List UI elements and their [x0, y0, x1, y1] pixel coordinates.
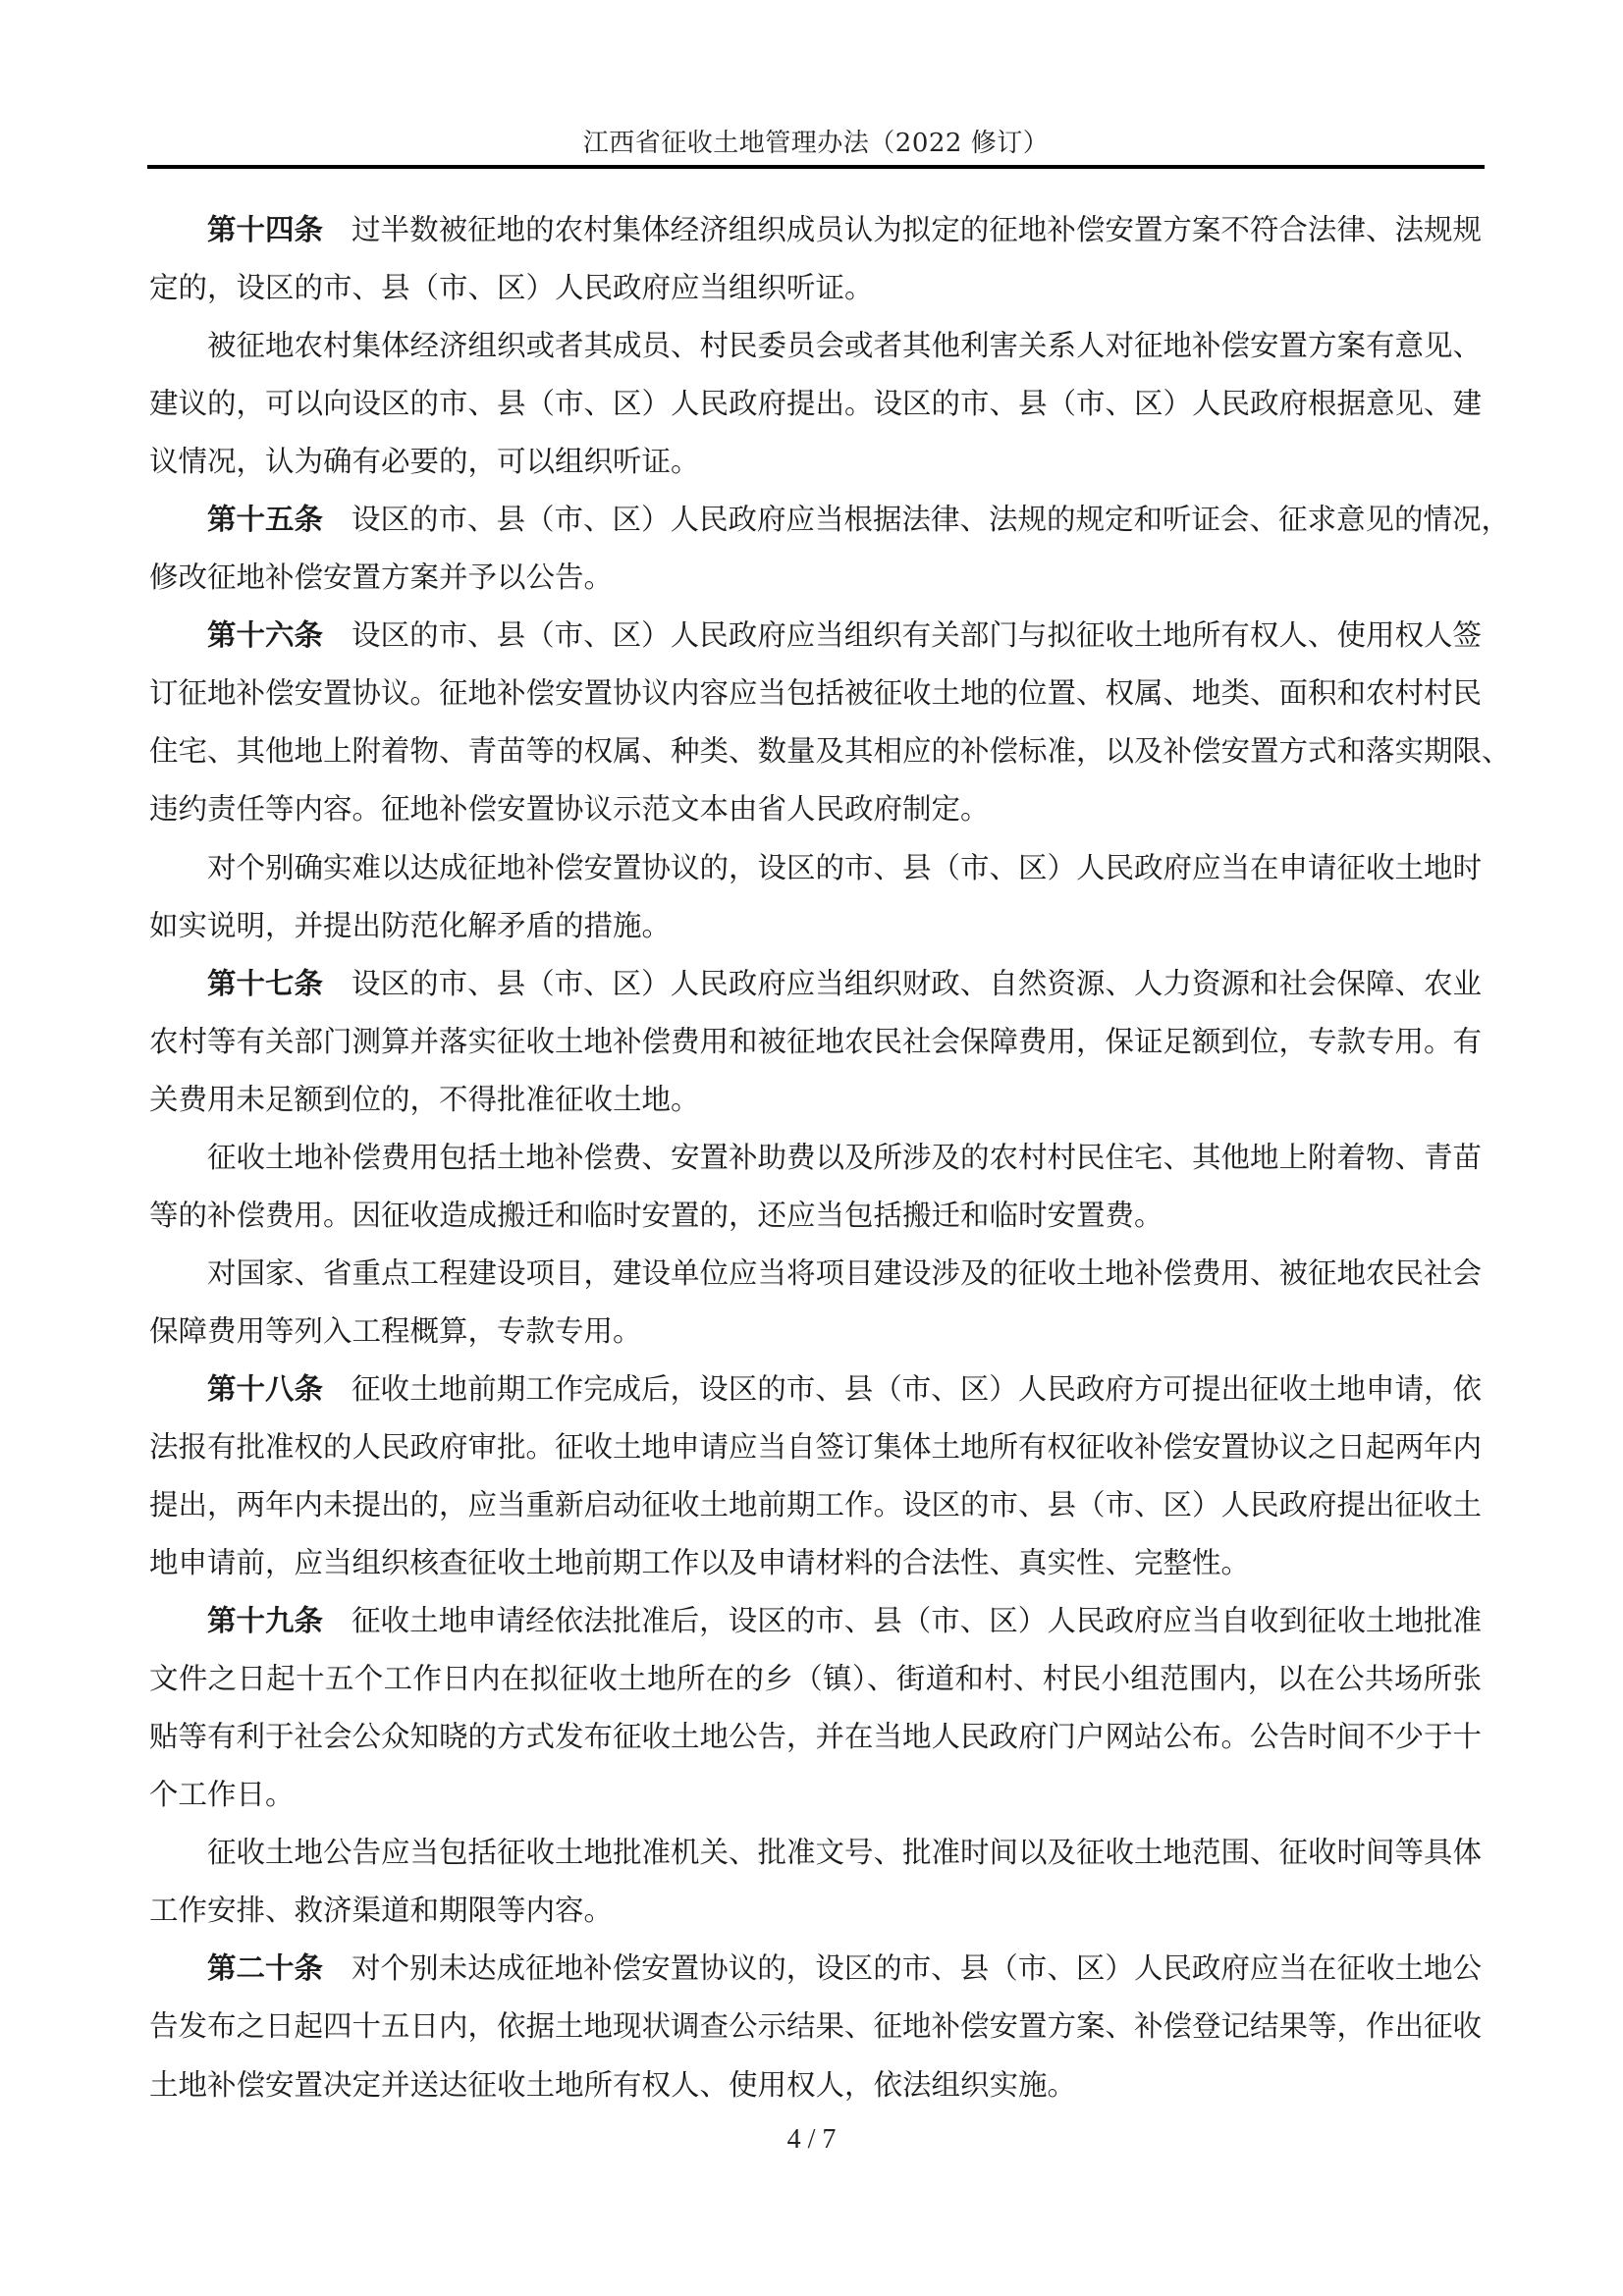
line-text: 设区的市、县（市、区）人民政府应当组织有关部门与拟征收土地所有权人、使用权人签: [352, 618, 1482, 653]
text-line: [149, 665, 1482, 722]
text-line: [149, 1940, 1482, 1998]
header-rule: [147, 165, 1485, 169]
text-line: [149, 607, 1482, 665]
line-text: 设区的市、县（市、区）人民政府应当组织财政、自然资源、人力资源和社会保障、农业: [352, 966, 1482, 1000]
line-text: 贴等有利于社会公众知晓的方式发布征收土地公告，并在当地人民政府门户网站公布。公告时间不少于十: [149, 1720, 1483, 1754]
article-number: 第十五条: [207, 503, 324, 537]
line-text: 如实说明，并提出防范化解矛盾的措施。: [149, 908, 672, 942]
text-line: [149, 1013, 1482, 1071]
text-line: [149, 1476, 1482, 1534]
line-text: 修改征地补偿安置方案并予以公告。: [149, 561, 614, 595]
line-text: 设区的市、县（市、区）人民政府应当根据法律、法规的规定和听证会、征求意见的情况，: [352, 503, 1511, 537]
article-paragraph: [149, 1592, 1482, 1824]
paragraph: [149, 1245, 1482, 1361]
document-body: [149, 201, 1511, 2114]
line-text: 地申请前，应当组织核查征收土地前期工作以及申请材料的合法性、真实性、完整性。: [149, 1546, 1251, 1580]
text-line: [149, 317, 1482, 375]
line-text: 议情况，认为确有必要的，可以组织听证。: [149, 445, 700, 479]
line-text: 征收土地申请经依法批准后，设区的市、县（市、区）人民政府应当自收到征收土地批准: [352, 1604, 1482, 1638]
text-line: [149, 433, 1482, 491]
text-line: [149, 1882, 1482, 1940]
line-text: 法报有批准权的人民政府审批。征收土地申请应当自签订集体土地所有权征收补偿安置协议之日起两年内: [149, 1429, 1483, 1464]
text-line: [149, 1361, 1482, 1418]
text-line: [149, 1766, 1482, 1824]
text-line: [149, 1650, 1482, 1708]
text-line: [149, 780, 1482, 838]
article-number: 第十六条: [207, 618, 324, 653]
text-line: [149, 549, 1482, 607]
line-text: 过半数被征地的农村集体经济组织成员认为拟定的征地补偿安置方案不符合法律、法规规: [352, 213, 1482, 246]
text-line: [149, 1824, 1482, 1882]
text-line: [149, 1708, 1482, 1766]
paragraph: [149, 317, 1482, 491]
text-line: [149, 1998, 1482, 2056]
text-line: [149, 1534, 1482, 1592]
text-line: [149, 201, 1482, 259]
text-line: [149, 722, 1511, 780]
text-line: [149, 1303, 1482, 1361]
line-text: 征收土地补偿费用包括土地补偿费、安置补助费以及所涉及的农村村民住宅、其他地上附着物、青苗: [207, 1140, 1483, 1174]
text-line: [149, 375, 1482, 433]
text-line: [149, 1592, 1482, 1650]
line-text: 对个别确实难以达成征地补偿安置协议的，设区的市、县（市、区）人民政府应当在申请征收土地时: [207, 850, 1483, 884]
line-text: 征收土地公告应当包括征收土地批准机关、批准文号、批准时间以及征收土地范围、征收时间等具体: [207, 1836, 1483, 1870]
article-paragraph: [149, 1940, 1482, 2113]
line-text: 工作安排、救济渠道和期限等内容。: [149, 1894, 614, 1928]
line-text: 订征地补偿安置协议。征地补偿安置协议内容应当包括被征收土地的位置、权属、地类、面积和农村村民: [149, 676, 1483, 711]
line-text: 等的补偿费用。因征收造成搬迁和临时安置的，还应当包括搬迁和临时安置费。: [149, 1198, 1163, 1232]
text-line: [149, 1071, 1482, 1129]
paragraph: [149, 839, 1482, 955]
line-text: 违约责任等内容。征地补偿安置协议示范文本由省人民政府制定。: [149, 792, 990, 827]
text-line: [149, 259, 1482, 317]
line-text: 住宅、其他地上附着物、青苗等的权属、种类、数量及其相应的补偿标准，以及补偿安置方式和落实期限、: [149, 734, 1511, 769]
text-line: [149, 1187, 1482, 1245]
running-header: 江西省征收土地管理办法（2022 修订）: [582, 129, 1050, 158]
line-text: 农村等有关部门测算并落实征收土地补偿费用和被征地农民社会保障费用，保证足额到位，专款专用。有: [149, 1024, 1483, 1058]
article-paragraph: [149, 1361, 1482, 1592]
text-line: [149, 1129, 1482, 1187]
line-text: 对国家、省重点工程建设项目，建设单位应当将项目建设涉及的征收土地补偿费用、被征地农民社会: [207, 1255, 1483, 1290]
line-text: 告发布之日起四十五日内，依据土地现状调查公示结果、征地补偿安置方案、补偿登记结果等，作出征收: [149, 2009, 1483, 2044]
line-text: 被征地农村集体经济组织或者其成员、村民委员会或者其他利害关系人对征地补偿安置方案有意见、: [207, 329, 1483, 363]
line-text: 关费用未足额到位的，不得批准征收土地。: [149, 1082, 700, 1116]
article-number: 第十七条: [207, 966, 324, 1000]
article-paragraph: [149, 955, 1482, 1129]
article-number: 第十四条: [207, 213, 324, 246]
text-line: [149, 491, 1511, 549]
page-number: 4 / 7: [786, 2124, 837, 2155]
paragraph: [149, 1824, 1482, 1940]
article-number: 第十八条: [207, 1371, 324, 1406]
line-text: 土地补偿安置决定并送达征收土地所有权人、使用权人，依法组织实施。: [149, 2067, 1077, 2102]
line-text: 保障费用等列入工程概算，专款专用。: [149, 1313, 642, 1348]
line-text: 提出，两年内未提出的，应当重新启动征收土地前期工作。设区的市、县（市、区）人民政府提出征收土: [149, 1488, 1483, 1522]
article-number: 第十九条: [207, 1604, 324, 1638]
line-text: 建议的，可以向设区的市、县（市、区）人民政府提出。设区的市、县（市、区）人民政府根据意见、建: [149, 387, 1483, 421]
text-line: [149, 955, 1482, 1013]
text-line: [149, 1418, 1482, 1476]
article-paragraph: [149, 201, 1482, 317]
line-text: 文件之日起十五个工作日内在拟征收土地所在的乡（镇）、街道和村、村民小组范围内，以在公共场所张: [149, 1662, 1482, 1696]
line-text: 对个别未达成征地补偿安置协议的，设区的市、县（市、区）人民政府应当在征收土地公: [352, 1951, 1482, 1986]
paragraph: [149, 1129, 1482, 1245]
text-line: [149, 1245, 1482, 1303]
line-text: 定的，设区的市、县（市、区）人民政府应当组织听证。: [149, 271, 874, 305]
text-line: [149, 839, 1482, 897]
text-line: [149, 2056, 1482, 2114]
line-text: 征收土地前期工作完成后，设区的市、县（市、区）人民政府方可提出征收土地申请，依: [352, 1371, 1482, 1406]
article-paragraph: [149, 607, 1511, 838]
line-text: 个工作日。: [149, 1778, 295, 1812]
article-number: 第二十条: [207, 1951, 324, 1986]
text-line: [149, 897, 1482, 955]
article-paragraph: [149, 491, 1511, 607]
